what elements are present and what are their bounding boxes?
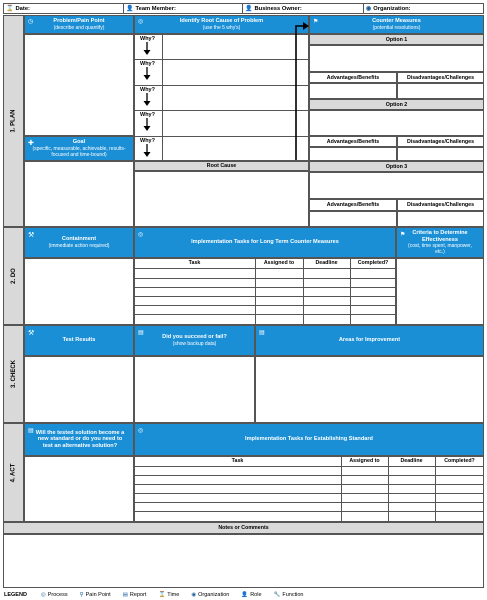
legend-time: ⌛ Time xyxy=(158,591,180,598)
counter-measures-subtitle: (potential resolutions) xyxy=(372,24,421,31)
why-1-input[interactable] xyxy=(162,35,308,58)
counter-measures-title: Counter Measures xyxy=(372,18,421,25)
act-impl-header xyxy=(134,423,484,456)
do-col-task: Task xyxy=(188,260,201,266)
improvement-title: Areas for Improvement xyxy=(338,337,401,344)
hammer-icon: ⚒ xyxy=(28,232,35,239)
problem-area[interactable] xyxy=(24,34,134,136)
improvement-area[interactable] xyxy=(255,356,484,423)
succeed-header xyxy=(134,325,255,356)
report-icon: ▤ xyxy=(28,428,34,434)
why-1-label: Why? xyxy=(140,36,155,42)
act-col-assigned: Assigned to xyxy=(349,458,380,464)
containment-area[interactable] xyxy=(24,258,134,325)
legend-pain-point: ⚲ Pain Point xyxy=(79,591,111,598)
root-cause-label: Root Cause xyxy=(134,161,309,171)
report-icon: ▤ xyxy=(259,330,265,336)
arrow-5-head xyxy=(144,152,151,157)
act-col-completed: Completed? xyxy=(444,458,475,464)
option-3-advantages-area[interactable] xyxy=(309,211,397,227)
person-icon: 👤 xyxy=(241,591,249,598)
search-icon: ⚲ xyxy=(79,591,84,598)
criteria-area[interactable] xyxy=(396,258,484,325)
business-owner-field[interactable] xyxy=(243,4,364,13)
eye-icon: ◎ xyxy=(138,428,144,434)
root-cause-title: Identify Root Cause of Problem xyxy=(179,18,264,25)
legend-title: LEGEND xyxy=(4,591,27,598)
organization-icon: ◉ xyxy=(366,6,372,12)
legend xyxy=(4,590,303,599)
act-col-task: Task xyxy=(231,458,244,464)
do-task-table xyxy=(134,258,396,325)
do-side-label: 2. DO xyxy=(3,227,24,325)
root-cause-subtitle: (use the 5 why's) xyxy=(202,24,241,31)
counter-measures-header xyxy=(309,15,484,34)
option-3-disadvantages-area[interactable] xyxy=(397,211,484,227)
containment-title: Containment xyxy=(61,236,97,243)
business-owner-label: Business Owner: xyxy=(254,5,302,12)
arrow-2-head xyxy=(144,75,151,80)
root-cause-area[interactable] xyxy=(134,171,309,227)
do-col-deadline: Deadline xyxy=(315,260,338,266)
option-1-disadvantages: Disadvantages/Challenges xyxy=(397,72,484,83)
test-results-header xyxy=(24,325,134,356)
criteria-header xyxy=(396,227,484,258)
succeed-area[interactable] xyxy=(134,356,255,423)
report-icon: ▤ xyxy=(122,591,128,598)
succeed-title: Did you succeed or fail? xyxy=(162,334,227,341)
option-1-area[interactable] xyxy=(309,45,484,72)
hourglass-icon: ⌛ xyxy=(6,6,14,12)
flag-icon: ⚑ xyxy=(400,232,406,238)
option-3-area[interactable] xyxy=(309,172,484,199)
standard-answer-area[interactable] xyxy=(24,456,134,522)
organization-icon: ◉ xyxy=(191,591,197,598)
standard-question-header xyxy=(24,423,134,456)
do-impl-title: Implementation Tasks for Long Term Counter Measures xyxy=(191,239,339,246)
why-5-input[interactable] xyxy=(162,136,308,160)
plan-side-label: 1. PLAN xyxy=(3,15,24,227)
eye-icon: ◎ xyxy=(40,591,46,598)
legend-role: 👤 Role xyxy=(241,591,262,598)
act-col-deadline: Deadline xyxy=(400,458,423,464)
why-3-input[interactable] xyxy=(162,85,308,109)
option-1-advantages: Advantages/Benefits xyxy=(309,72,397,83)
legend-process: ◎ Process xyxy=(40,591,68,598)
goal-subtitle: (specific, measurable, achievable, results-focused and time-bound) xyxy=(32,145,126,158)
do-col-assigned: Assigned to xyxy=(263,260,295,266)
down-arrows xyxy=(138,40,158,165)
legend-function: 🔧 Function xyxy=(273,591,304,598)
option-2-label: Option 2 xyxy=(309,99,484,110)
person-icon: 👤 xyxy=(245,6,253,12)
eye-icon: ◎ xyxy=(138,232,144,238)
option-1-advantages-area[interactable] xyxy=(309,83,397,99)
hourglass-icon: ⌛ xyxy=(158,591,166,598)
why-3-label: Why? xyxy=(140,87,155,93)
goal-header xyxy=(24,136,134,161)
criteria-title: Criteria to Determine Effectiveness xyxy=(412,230,468,243)
problem-subtitle: (describe and quantify) xyxy=(53,24,105,31)
option-2-area[interactable] xyxy=(309,110,484,136)
containment-header xyxy=(24,227,134,258)
why-5-label: Why? xyxy=(140,138,155,144)
option-2-disadvantages: Disadvantages/Challenges xyxy=(397,136,484,147)
check-side-label: 3. CHECK xyxy=(3,325,24,423)
flag-icon: ⚑ xyxy=(313,19,319,25)
plus-icon: ✚ xyxy=(28,140,34,147)
option-3-advantages: Advantages/Benefits xyxy=(309,199,397,211)
person-icon: 👤 xyxy=(126,6,134,12)
legend-report: ▤ Report xyxy=(122,591,147,598)
option-1-disadvantages-area[interactable] xyxy=(397,83,484,99)
team-member-label: Team Member: xyxy=(135,5,176,12)
why-4-input[interactable] xyxy=(162,110,308,134)
option-2-disadvantages-area[interactable] xyxy=(397,147,484,161)
do-col-completed: Completed? xyxy=(357,260,389,266)
act-side-label: 4. ACT xyxy=(3,423,24,522)
hammer-icon: ⚒ xyxy=(28,330,35,337)
option-3-label: Option 3 xyxy=(309,161,484,172)
goal-title: Goal xyxy=(72,139,86,146)
organization-field[interactable] xyxy=(364,4,483,13)
why-4-label: Why? xyxy=(140,112,155,118)
test-results-title: Test Results xyxy=(62,337,96,344)
notes-label: Notes or Comments xyxy=(3,522,484,534)
eye-icon: ◎ xyxy=(138,19,144,25)
arrow-1-head xyxy=(144,50,151,55)
goal-area[interactable] xyxy=(24,161,134,227)
test-results-area[interactable] xyxy=(24,356,134,423)
legend-organization: ◉ Organization xyxy=(191,591,230,598)
root-cause-header xyxy=(134,15,309,34)
arrow-4-head xyxy=(144,126,151,131)
header-bar xyxy=(3,3,484,14)
why-2-label: Why? xyxy=(140,61,155,67)
improvement-header xyxy=(255,325,484,356)
why-2-input[interactable] xyxy=(162,59,308,83)
option-1-label: Option 1 xyxy=(309,34,484,45)
problem-title: Problem/Pain Point xyxy=(53,18,105,25)
act-impl-title: Implementation Tasks for Establishing Standard xyxy=(245,436,373,443)
do-impl-header xyxy=(134,227,396,258)
notes-area[interactable] xyxy=(3,534,484,588)
team-member-field[interactable] xyxy=(124,4,243,13)
arrow-3-head xyxy=(144,101,151,106)
containment-subtitle: (immediate action required) xyxy=(48,242,110,249)
wrench-icon: 🔧 xyxy=(273,591,281,598)
date-label: Date: xyxy=(15,5,30,12)
problem-header xyxy=(24,15,134,34)
option-2-advantages-area[interactable] xyxy=(309,147,397,161)
date-field[interactable] xyxy=(4,4,124,13)
option-2-advantages: Advantages/Benefits xyxy=(309,136,397,147)
succeed-subtitle: (show backup data) xyxy=(172,340,217,347)
report-icon: ▤ xyxy=(138,330,144,336)
option-3-disadvantages: Disadvantages/Challenges xyxy=(397,199,484,211)
criteria-subtitle: (cost, time spent, manpower, etc.) xyxy=(408,243,472,255)
standard-question: Will the tested solution become a new standard or do you need to test an alternative solution? xyxy=(35,429,125,449)
clock-icon: ◷ xyxy=(28,19,34,25)
organization-label: Organization: xyxy=(373,5,411,12)
